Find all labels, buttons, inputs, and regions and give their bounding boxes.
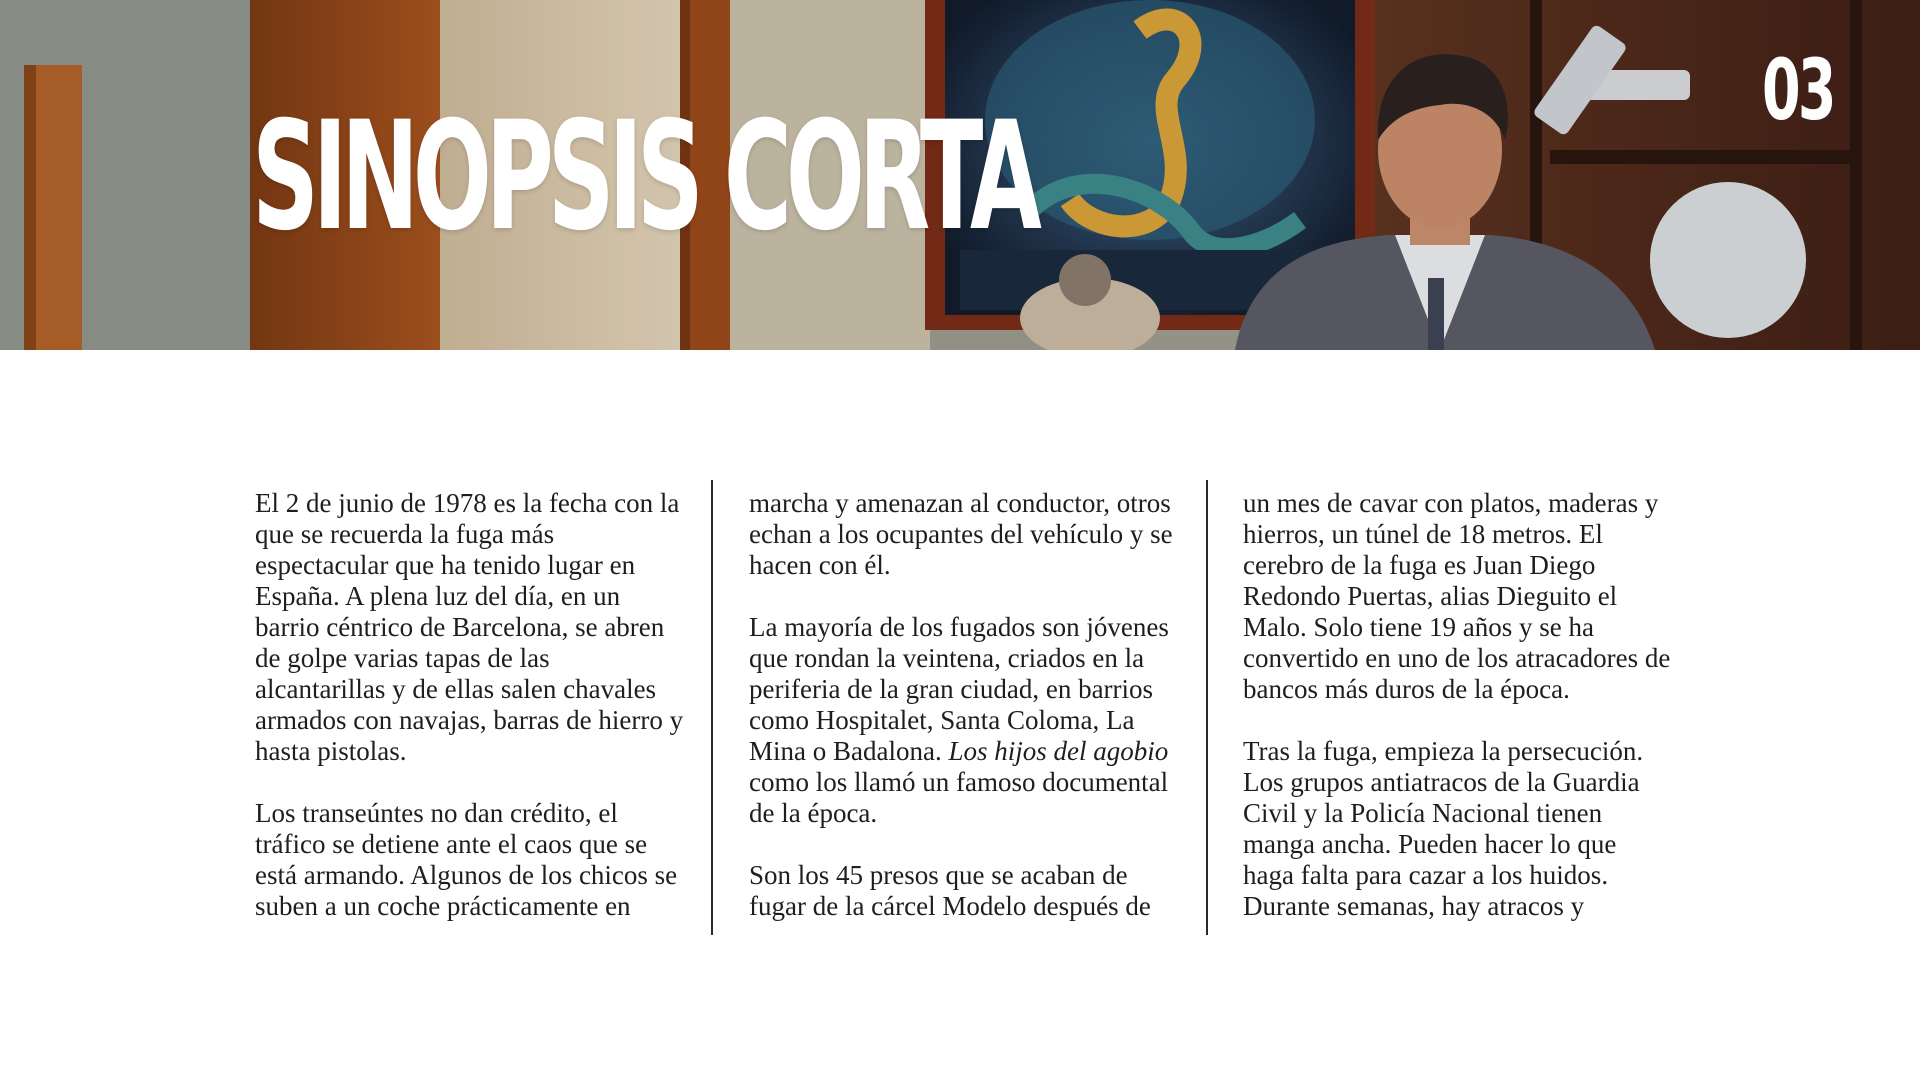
paragraph: Tras la fuga, empieza la persecución. Los grupos antiatracos de la Guardia Civil y la Policía Nacional tienen manga ancha. Pueden hacer lo que haga falta para cazar a los huidos. Durante semanas, hay atracos y	[1243, 736, 1644, 921]
paragraph-text: como los llamó un famoso documental de la época.	[749, 767, 1169, 828]
paragraph	[749, 612, 1179, 829]
page-number: 03	[1762, 41, 1834, 139]
column-divider	[1206, 480, 1208, 935]
paragraph: un mes de cavar con platos, maderas y hierros, un túnel de 18 metros. El cerebro de la fuga es Juan Diego Redondo Puertas, alias Dieguito el Malo. Solo tiene 19 años y se ha convertido en uno de los atracadores de bancos más duros de la época.	[1243, 488, 1671, 704]
text-column-3	[1243, 488, 1673, 922]
text-column-1	[255, 488, 685, 922]
documentary-title: Los hijos del agobio	[948, 736, 1169, 766]
column-divider	[711, 480, 713, 935]
paragraph: Los transeúntes no dan crédito, el tráfico se detiene ante el caos que se está armando. Algunos de los chicos se suben a un coche prácticamente en	[255, 798, 678, 921]
text-column-2	[749, 488, 1179, 922]
paragraph: marcha y amenazan al conductor, otros echan a los ocupantes del vehículo y se hacen con él.	[749, 488, 1173, 580]
page-title: SINOPSIS CORTA	[252, 90, 1036, 264]
paragraph: El 2 de junio de 1978 es la fecha con la que se recuerda la fuga más espectacular que ha tenido lugar en España. A plena luz del día, en un barrio céntrico de Barcelona, se abren de golpe varias tapas de las alcantarillas y de ellas salen chavales armados con navajas, barras de hierro y hasta pistolas.	[255, 488, 684, 766]
paragraph-text: La mayoría de los fugados son jóvenes que rondan la veintena, criados en la periferia de la gran ciudad, en barrios como Hospitalet, Santa Coloma, La Mina o Badalona.	[749, 612, 1169, 766]
paragraph: Son los 45 presos que se acaban de fugar de la cárcel Modelo después de	[749, 860, 1151, 921]
